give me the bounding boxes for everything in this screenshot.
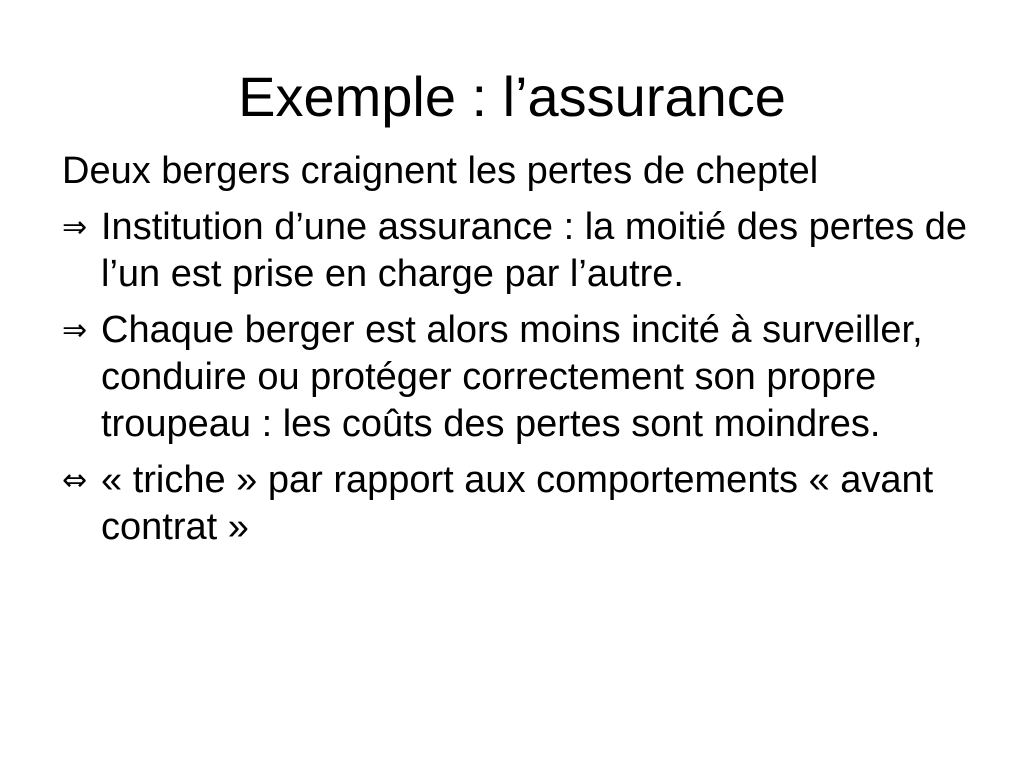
paragraph-3	[62, 307, 972, 448]
implies-arrow-icon: ⇒	[62, 313, 88, 348]
paragraph-3-text: Chaque berger est alors moins incité à surveiller, conduire ou protéger correctement son propre troupeau : les coûts des pertes sont moindres.	[101, 309, 923, 445]
paragraph-2-text: Institution d’une assurance : la moitié des pertes de l’un est prise en charge par l’autre.	[101, 206, 968, 295]
equivalence-arrow-icon: ⇔	[62, 463, 88, 498]
slide-title: Exemple : l’assurance	[238, 65, 786, 128]
paragraph-4-text: « triche » par rapport aux comportements « avant contrat »	[101, 459, 934, 548]
paragraph-2	[62, 204, 972, 298]
paragraph-1	[62, 148, 972, 195]
paragraph-1-text: Deux bergers craignent les pertes de cheptel	[62, 150, 819, 192]
paragraph-4	[62, 457, 972, 551]
implies-arrow-icon: ⇒	[62, 210, 88, 245]
slide-body	[62, 148, 972, 560]
